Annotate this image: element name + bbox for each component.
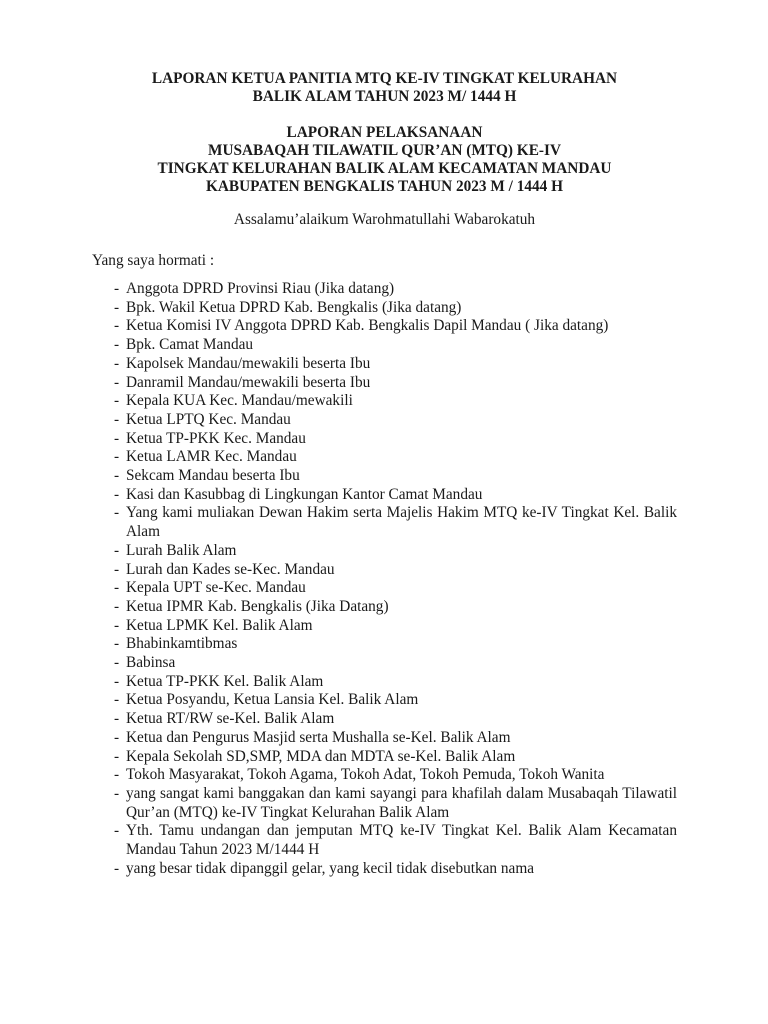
attendee-list-item [92, 411, 677, 430]
bullet-dash: - [114, 485, 120, 503]
report-title-line-2: BALIK ALAM TAHUN 2023 M/ 1444 H [252, 88, 517, 105]
bullet-dash: - [114, 336, 120, 354]
bullet-dash: - [114, 448, 120, 466]
attendee-text: Ketua Komisi IV Anggota DPRD Kab. Bengkalis Dapil Mandau ( Jika datang) [126, 317, 609, 335]
attendee-text: Ketua TP-PKK Kec. Mandau [126, 429, 306, 447]
attendee-list-item [92, 654, 677, 673]
attendee-list-item [92, 748, 677, 767]
attendee-text: Bhabinkamtibmas [126, 635, 238, 653]
attendee-list-item [92, 317, 677, 336]
attendee-text: Sekcam Mandau beserta Ibu [126, 467, 300, 485]
attendee-text: Kasi dan Kasubbag di Lingkungan Kantor Camat Mandau [126, 485, 483, 503]
bullet-dash: - [114, 616, 120, 634]
report-title [92, 70, 677, 106]
attendee-list-item [92, 822, 677, 859]
report-subtitle-line-2: MUSABAQAH TILAWATIL QUR’AN (MTQ) KE-IV [208, 142, 561, 159]
attendee-list-item [92, 542, 677, 561]
bullet-dash: - [114, 728, 120, 746]
attendee-list-item [92, 635, 677, 654]
attendee-text: Ketua RT/RW se-Kel. Balik Alam [126, 710, 335, 728]
attendee-text: Bpk. Wakil Ketua DPRD Kab. Bengkalis (Jika datang) [126, 298, 462, 316]
attendee-list-item [92, 598, 677, 617]
bullet-dash: - [114, 654, 120, 672]
bullet-dash: - [114, 747, 120, 765]
bullet-dash: - [114, 504, 120, 522]
attendee-text: Ketua LPMK Kel. Balik Alam [126, 616, 313, 634]
attendee-list-item [92, 766, 677, 785]
attendee-text: Kapolsek Mandau/mewakili beserta Ibu [126, 354, 371, 372]
attendee-list-item [92, 336, 677, 355]
greeting: Assalamu’alaikum Warohmatullahi Wabarokatuh [233, 211, 536, 228]
bullet-dash: - [114, 392, 120, 410]
report-subtitle-line-3: TINGKAT KELURAHAN BALIK ALAM KECAMATAN MANDAU [157, 160, 612, 177]
attendee-text: yang besar tidak dipanggil gelar, yang kecil tidak disebutkan nama [126, 859, 535, 877]
bullet-dash: - [114, 784, 120, 802]
bullet-dash: - [114, 298, 120, 316]
attendee-text: Kepala Sekolah SD,SMP, MDA dan MDTA se-Kel. Balik Alam [126, 747, 516, 765]
bullet-dash: - [114, 560, 120, 578]
bullet-dash: - [114, 280, 120, 297]
attendee-list-item [92, 280, 677, 299]
attendee-text: Ketua Posyandu, Ketua Lansia Kel. Balik Alam [126, 691, 419, 709]
bullet-dash: - [114, 822, 120, 840]
attendee-text: Lurah Balik Alam [126, 541, 237, 559]
attendee-list-item [92, 710, 677, 729]
attendee-text: Yang kami muliakan Dewan Hakim serta Majelis Hakim MTQ ke-IV Tingkat Kel. Balik Alam [126, 504, 677, 541]
bullet-dash: - [114, 354, 120, 372]
attendee-text: Ketua LPTQ Kec. Mandau [126, 410, 291, 428]
attendee-list-item [92, 860, 677, 879]
attendee-text: yang sangat kami banggakan dan kami sayangi para khafilah dalam Musabaqah Tilawatil Qur’an (MTQ) ke-IV Tingkat Kelurahan Balik Alam [126, 784, 677, 821]
attendee-list-item [92, 579, 677, 598]
bullet-dash: - [114, 317, 120, 335]
bullet-dash: - [114, 672, 120, 690]
bullet-dash: - [114, 691, 120, 709]
attendee-text: Kepala UPT se-Kec. Mandau [126, 579, 306, 597]
attendee-list-item [92, 673, 677, 692]
bullet-dash: - [114, 373, 120, 391]
salutation: Yang saya hormati : [92, 252, 215, 269]
attendee-list-item [92, 374, 677, 393]
attendee-text: Ketua LAMR Kec. Mandau [126, 448, 297, 466]
bullet-dash: - [114, 597, 120, 615]
bullet-dash: - [114, 410, 120, 428]
attendee-list-item [92, 448, 677, 467]
attendee-list-item [92, 299, 677, 318]
attendee-list-item [92, 467, 677, 486]
attendee-text: Yth. Tamu undangan dan jemputan MTQ ke-IV Tingkat Kel. Balik Alam Kecamatan Mandau Tahun 2023 M/1444 H [126, 822, 677, 859]
attendee-list-item [92, 430, 677, 449]
attendee-text: Ketua TP-PKK Kel. Balik Alam [126, 672, 324, 690]
bullet-dash: - [114, 710, 120, 728]
report-subtitle [92, 124, 677, 196]
attendee-list-item [92, 392, 677, 411]
attendee-text: Anggota DPRD Provinsi Riau (Jika datang) [126, 280, 395, 297]
bullet-dash: - [114, 579, 120, 597]
attendee-text: Babinsa [126, 654, 176, 672]
attendee-text: Danramil Mandau/mewakili beserta Ibu [126, 373, 371, 391]
report-subtitle-line-4: KABUPATEN BENGKALIS TAHUN 2023 M / 1444 H [205, 178, 564, 195]
report-subtitle-line-1: LAPORAN PELAKSANAAN [286, 124, 483, 141]
attendee-list-item [92, 504, 677, 541]
attendee-list-item [92, 486, 677, 505]
attendee-list-item [92, 355, 677, 374]
attendee-text: Ketua dan Pengurus Masjid serta Mushalla se-Kel. Balik Alam [126, 728, 511, 746]
attendee-list-item [92, 617, 677, 636]
attendee-text: Ketua IPMR Kab. Bengkalis (Jika Datang) [126, 597, 389, 615]
report-title-line-1: LAPORAN KETUA PANITIA MTQ KE-IV TINGKAT KELURAHAN [151, 70, 618, 87]
attendee-list-item [92, 691, 677, 710]
bullet-dash: - [114, 859, 120, 877]
attendee-text: Kepala KUA Kec. Mandau/mewakili [126, 392, 353, 410]
bullet-dash: - [114, 467, 120, 485]
bullet-dash: - [114, 635, 120, 653]
bullet-dash: - [114, 541, 120, 559]
attendee-list-item [92, 561, 677, 580]
attendee-list-item [92, 729, 677, 748]
bullet-dash: - [114, 766, 120, 784]
attendee-text: Tokoh Masyarakat, Tokoh Agama, Tokoh Adat, Tokoh Pemuda, Tokoh Wanita [126, 766, 605, 784]
attendee-list-item [92, 785, 677, 822]
attendee-text: Lurah dan Kades se-Kec. Mandau [126, 560, 335, 578]
attendee-list [92, 280, 677, 879]
bullet-dash: - [114, 429, 120, 447]
attendee-text: Bpk. Camat Mandau [126, 336, 254, 354]
